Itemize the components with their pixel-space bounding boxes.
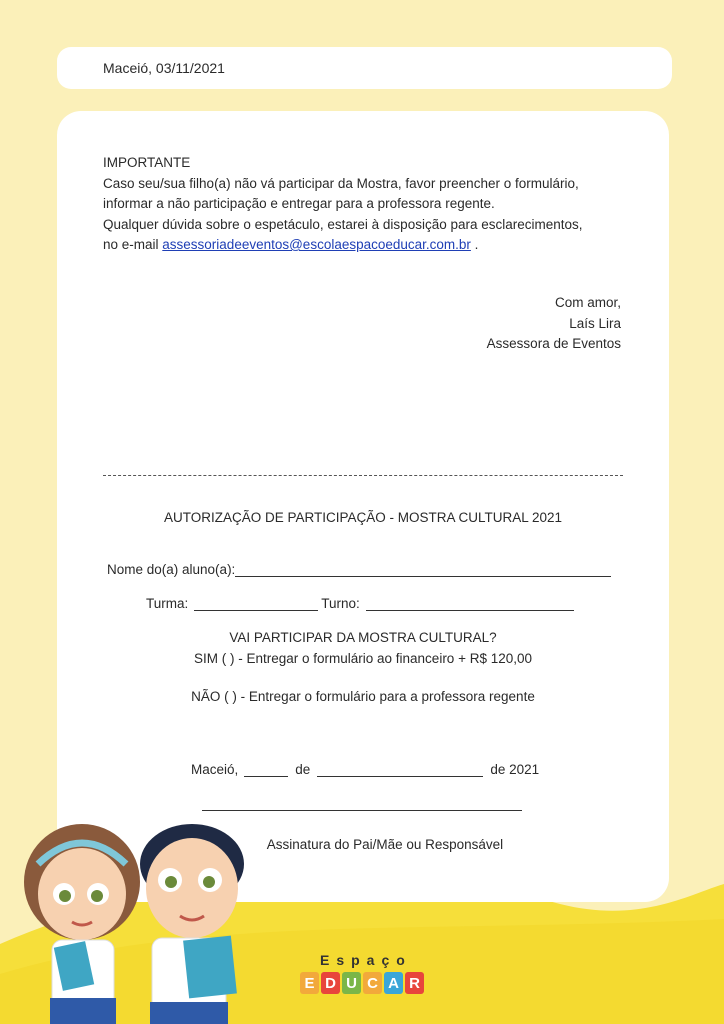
student-name-field[interactable] [235, 564, 611, 577]
logo-tile: C [363, 972, 382, 994]
children-illustration [20, 812, 250, 1024]
shift-label: Turno: [321, 596, 360, 611]
email-link[interactable]: assessoriadeeventos@escolaespacoeducar.com.br [162, 237, 471, 252]
day-field[interactable] [244, 764, 288, 777]
logo-tile: E [300, 972, 319, 994]
notice-line-4 [103, 235, 633, 256]
logo-tile: D [321, 972, 340, 994]
class-label: Turma: [146, 596, 189, 611]
notice-line-3: Qualquer dúvida sobre o espetáculo, estarei à disposição para esclarecimentos, [103, 216, 583, 232]
espaco-educar-logo [300, 952, 430, 1000]
letter-card [57, 111, 669, 902]
logo-top-text: Espaço [320, 952, 412, 968]
date-card [57, 47, 672, 89]
date-row [191, 762, 539, 777]
date-year: de 2021 [490, 762, 540, 777]
participation-question: VAI PARTICIPAR DA MOSTRA CULTURAL? [229, 630, 497, 645]
month-field[interactable] [317, 764, 483, 777]
notice-block [103, 153, 633, 256]
signoff-block [487, 293, 621, 355]
logo-tile: U [342, 972, 361, 994]
class-shift-row [146, 596, 577, 611]
no-option[interactable]: NÃO ( ) - Entregar o formulário para a professora regente [191, 689, 535, 704]
student-name-row [107, 562, 614, 577]
logo-tile: R [405, 972, 424, 994]
email-prefix: no e-mail [103, 237, 163, 252]
date-de: de [295, 762, 311, 777]
signoff-name: Laís Lira [569, 315, 621, 331]
signoff-role: Assessora de Eventos [486, 336, 621, 351]
signature-line[interactable] [202, 810, 522, 811]
form-title: AUTORIZAÇÃO DE PARTICIPAÇÃO - MOSTRA CULTURAL 2021 [163, 510, 563, 525]
notice-line-2: informar a não participação e entregar para a professora regente. [103, 196, 495, 211]
student-name-label: Nome do(a) aluno(a): [107, 562, 236, 577]
shift-field[interactable] [366, 598, 574, 611]
class-field[interactable] [194, 598, 318, 611]
logo-tiles [300, 972, 424, 994]
notice-heading: IMPORTANTE [103, 155, 191, 170]
signoff-closing: Com amor, [554, 295, 621, 310]
yes-option[interactable]: SIM ( ) - Entregar o formulário ao financeiro + R$ 120,00 [193, 651, 533, 666]
header-date: Maceió, 03/11/2021 [103, 60, 225, 76]
email-suffix: . [470, 237, 479, 252]
notice-line-1: Caso seu/sua filho(a) não vá participar da Mostra, favor preencher o formulário, [103, 175, 579, 191]
signature-label: Assinatura do Pai/Mãe ou Responsável [266, 837, 504, 852]
date-city: Maceió, [191, 762, 239, 777]
logo-tile: A [384, 972, 403, 994]
cut-line [103, 475, 623, 476]
